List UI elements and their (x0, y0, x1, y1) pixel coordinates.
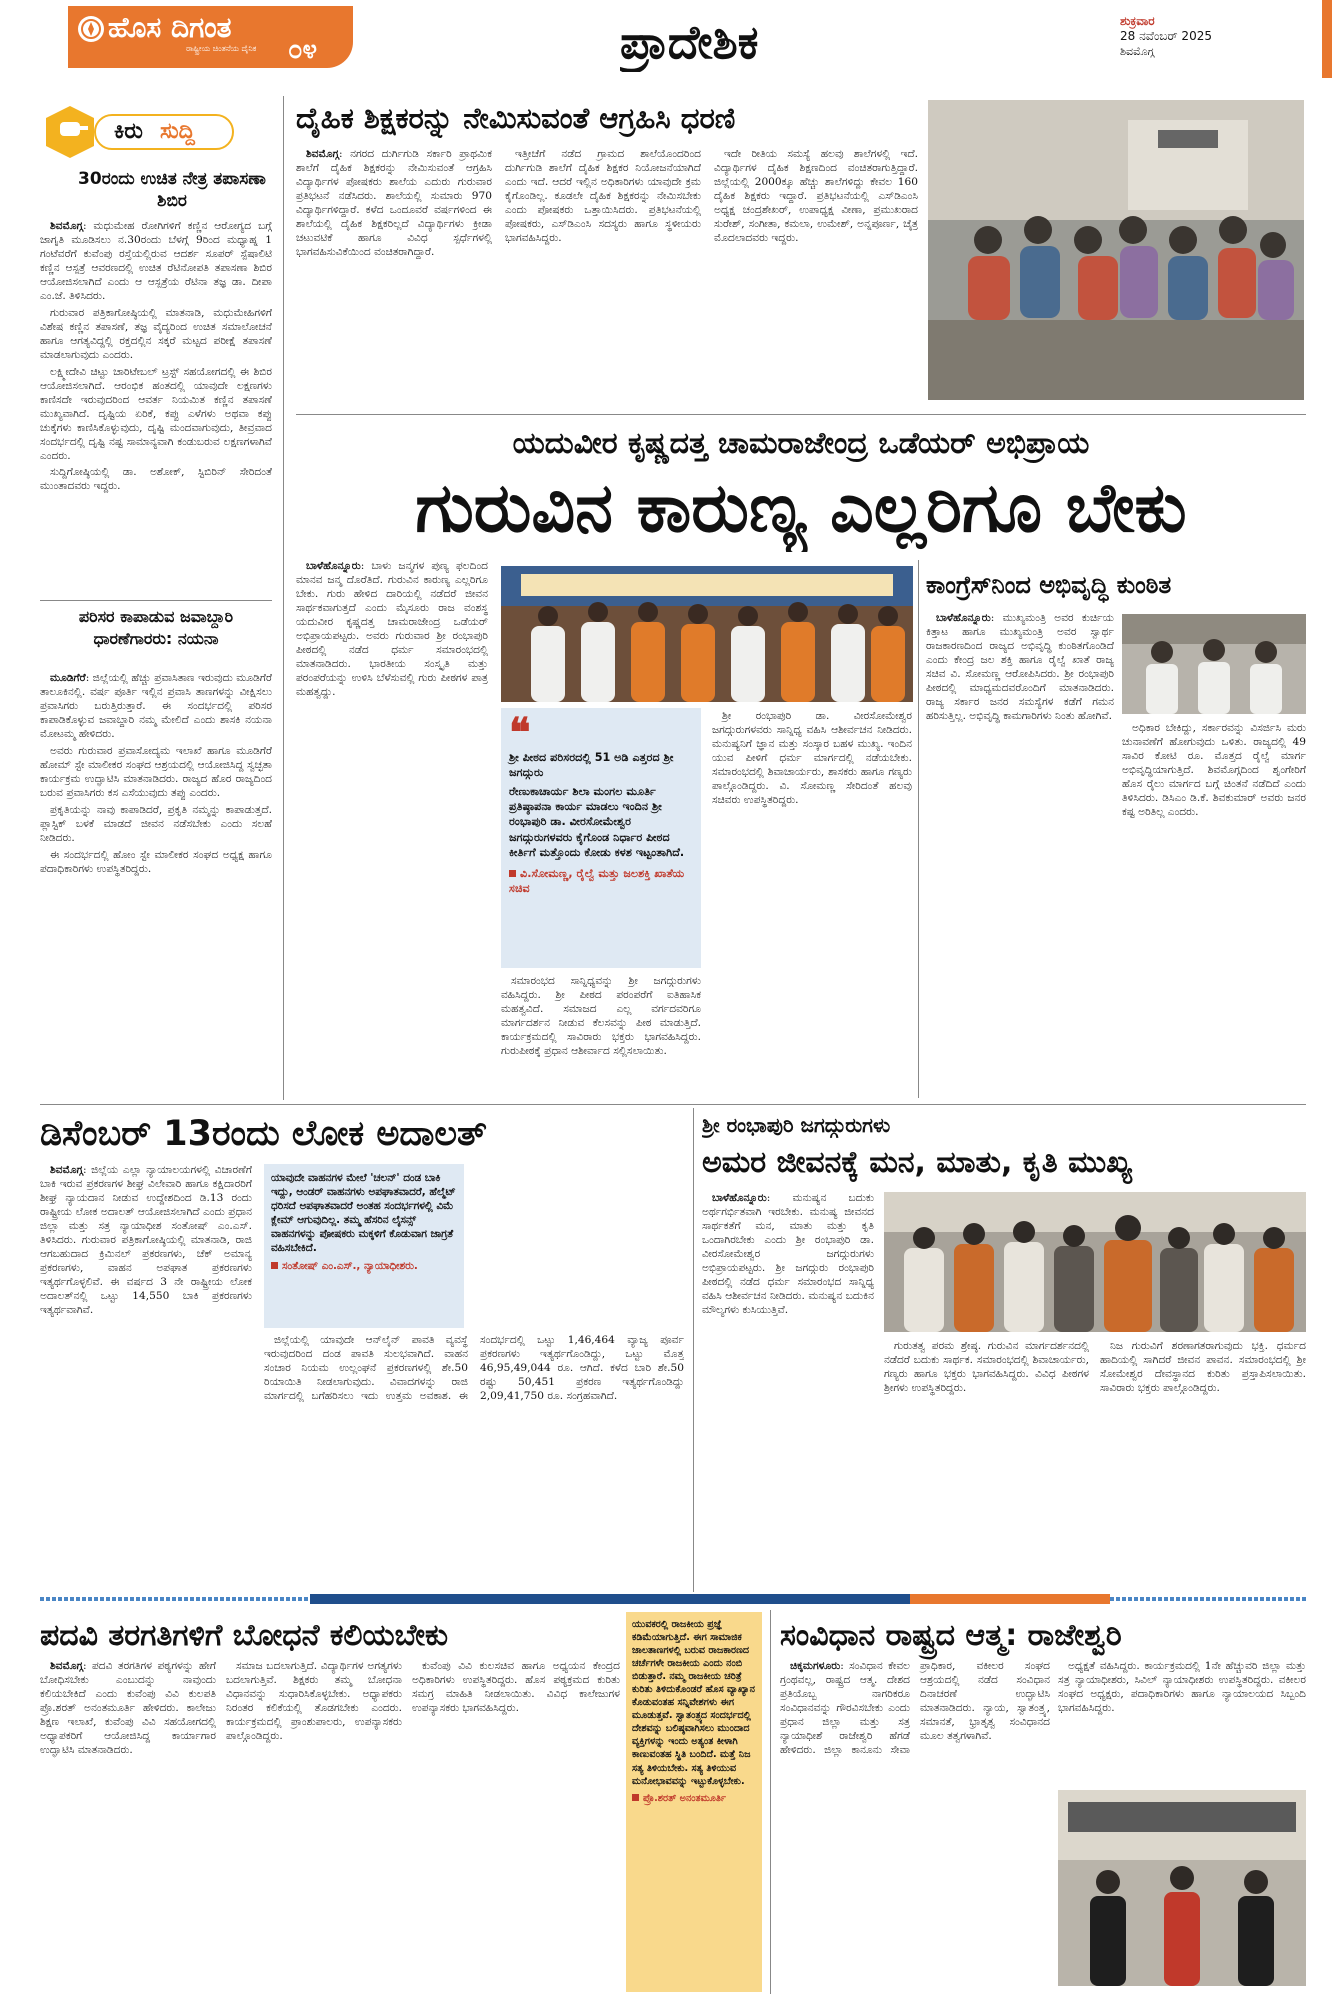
article6-col-1: ಚಿಕ್ಕಮಗಳೂರು: ಸಂವಿಧಾನ ಕೇವಲ ಗ್ರಂಥವಲ್ಲ, ರಾಷ್ಟ್ರದ ಆತ್ಮ. ದೇಶದ ಪ್ರತಿಯೊಬ್ಬ ನಾಗರಿಕರೂ ಸಂವಿಧಾನವನ್ನು ಗೌರವಿಸಬೇಕು ಎಂದು ಪ್ರಧಾನ ಜಿಲ್ಲಾ ಮತ್ತು ಸತ್ರ ನ್ಯಾಯಾಧೀಶೆ ರಾಜೇಶ್ವರಿ ಹೆಗಡೆ ಹೇಳಿದರು. ಜಿಲ್ಲಾ ಕಾನೂನು ಸೇವಾ ಪ್ರಾಧಿಕಾರ, ವಕೀಲರ ಸಂಘದ ಆಶ್ರಯದಲ್ಲಿ ನಡೆದ ಸಂವಿಧಾನ ದಿನಾಚರಣೆ ಉದ್ಘಾಟಿಸಿ ಮಾತನಾಡಿದರು. ನ್ಯಾಯ, ಸ್ವಾತಂತ್ರ್ಯ, ಸಮಾನತೆ, ಭ್ರಾತೃತ್ವ ಸಂವಿಧಾನದ ಮೂಲ ತತ್ವಗಳಾಗಿವೆ. (780, 1660, 1050, 1756)
brief2-para: ಅವರು ಗುರುವಾರ ಪ್ರವಾಸೋದ್ಯಮ ಇಲಾಖೆ ಹಾಗೂ ಮೂಡಿಗೆರೆ ಹೋಮ್ ಸ್ಟೇ ಮಾಲೀಕರ ಸಂಘದ ಆಶ್ರಯದಲ್ಲಿ ಆಯೋಜಿಸಿದ್ದ ಸ್ವಚ್ಛತಾ ಕಾರ್ಯಕ್ರಮ ಉದ್ಘಾಟಿಸಿ ಮಾತನಾಡಿದರು. ರಾಜ್ಯದ ಹೊರ ರಾಜ್ಯದಿಂದ ಬರುವ ಪ್ರವಾಸಿಗರು ಕಸ ಎಸೆಯುವುದು ತಪ್ಪು ಎಂದರು. (40, 744, 272, 799)
article4-col-2: ಗುರುತತ್ವ ಪರಮ ಶ್ರೇಷ್ಠ. ಗುರುವಿನ ಮಾರ್ಗದರ್ಶನದಲ್ಲಿ ನಡೆದರೆ ಬದುಕು ಸಾರ್ಥಕ. ಸಮಾರಂಭದಲ್ಲಿ ಶಿವಾಚಾರ್ಯರು, ಗಣ್ಯರು ಹಾಗೂ ಭಕ್ತರು ಭಾಗವಹಿಸಿದ್ದರು. ವಿವಿಧ ಪೀಠಗಳ ಶ್ರೀಗಳು ಉಪಸ್ಥಿತರಿದ್ದರು. (884, 1340, 1089, 1394)
article3-col-1: ಶಿವಮೊಗ್ಗ: ಜಿಲ್ಲೆಯ ಎಲ್ಲಾ ನ್ಯಾಯಾಲಯಗಳಲ್ಲಿ ವಿಚಾರಣೆಗೆ ಬಾಕಿ ಇರುವ ಪ್ರಕರಣಗಳ ಶೀಘ್ರ ವಿಲೇವಾರಿ ಹಾಗೂ ಕಕ್ಷಿದಾರರಿಗೆ ಶೀಘ್ರ ನ್ಯಾಯದಾನ ನೀಡುವ ಉದ್ದೇಶದಿಂದ ಡಿ.13 ರಂದು ರಾಷ್ಟ್ರೀಯ ಲೋಕ ಅದಾಲತ್ ಆಯೋಜಿಸಲಾಗಿದೆ ಎಂದು ಪ್ರಧಾನ ಜಿಲ್ಲಾ ಮತ್ತು ಸತ್ರ ನ್ಯಾಯಾಧೀಶ ಸಂತೋಷ್ ಎಂ.ಎಸ್. ತಿಳಿಸಿದರು. ಗುರುವಾರ ಪತ್ರಿಕಾಗೋಷ್ಠಿಯಲ್ಲಿ ಮಾತನಾಡಿ, ರಾಜಿ ಆಗಬಹುದಾದ ಕ್ರಿಮಿನಲ್ ಪ್ರಕರಣಗಳು, ಚೆಕ್ ಅಮಾನ್ಯ ಪ್ರಕರಣಗಳು, ವಾಹನ ಅಪಘಾತ ಪ್ರಕರಣಗಳು ಇತ್ಯರ್ಥಗೊಳ್ಳಲಿವೆ. ಈ ವರ್ಷದ 3 ನೇ ರಾಷ್ಟ್ರೀಯ ಲೋಕ ಅದಾಲತ್‌ನಲ್ಲಿ ಒಟ್ಟು 14,550 ಬಾಕಿ ಪ್ರಕರಣಗಳು ಇತ್ಯರ್ಥವಾಗಿವೆ. (40, 1164, 252, 1316)
masthead-logo-block (68, 6, 353, 68)
lead-headline: ಗುರುವಿನ ಕಾರುಣ್ಯ ಎಲ್ಲರಿಗೂ ಬೇಕು (415, 469, 1187, 548)
signature-bullet-icon (271, 1262, 278, 1269)
article6-headline: ಸಂವಿಧಾನ ರಾಷ್ಟ್ರದ ಆತ್ಮ: ರಾಜೇಶ್ವರಿ (780, 1618, 1122, 1653)
brief1-dateline: ಶಿವಮೊಗ್ಗ (50, 220, 83, 232)
article5-dateline: ಶಿವಮೊಗ್ಗ (50, 1660, 83, 1672)
masthead-date: 28 ನವೆಂಬರ್ 2025 (1120, 29, 1212, 44)
article3-box (264, 1164, 464, 1328)
brief1-body (40, 220, 272, 595)
section-title: ಪ್ರಾದೇಶಿಕ (620, 15, 759, 69)
article5-headline: ಪದವಿ ತರಗತಿಗಳಿಗೆ ಬೋಧನೆ ಕಲಿಯಬೇಕು (40, 1618, 449, 1653)
article1-dateline: ಶಿವಮೊಗ್ಗ (306, 148, 339, 160)
brief2-dateline: ಮೂಡಿಗೆರೆ (50, 672, 86, 684)
lead-quote-line: ಶ್ರೀ ಪೀಠದ ಪರಿಸರದಲ್ಲಿ 51 ಅಡಿ ಎತ್ತರದ ಶ್ರೀ ಜಗದ್ಗುರು (509, 751, 674, 780)
article3-dateline: ಶಿವಮೊಗ್ಗ (50, 1164, 83, 1176)
article4-photo-seers (884, 1192, 1306, 1332)
brief2-para: ಮೂಡಿಗೆರೆ: ಜಿಲ್ಲೆಯಲ್ಲಿ ಹೆಚ್ಚು ಪ್ರವಾಸಿತಾಣ ಇರುವುದು ಮೂಡಿಗೆರೆ ತಾಲೂಕಿನಲ್ಲಿ. ವರ್ಷ ಪೂರ್ತಿ ಇಲ್ಲಿನ ಪ್ರವಾಸಿ ತಾಣಗಳನ್ನು ವೀಕ್ಷಿಸಲು ಪ್ರವಾಸಿಗರು ಬರುತ್ತಿರುತ್ತಾರೆ. ಈ ಸಂದರ್ಭದಲ್ಲಿ ಪರಿಸರ ಕಾಪಾಡಿಕೊಳ್ಳುವ ಜವಾಬ್ದಾರಿ ನಮ್ಮ ಮೇಲಿದೆ ಎಂದು ಶಾಸಕಿ ನಯನಾ ಮೋಟಮ್ಮ ಹೇಳಿದರು. (40, 672, 272, 740)
masthead-day: ಶುಕ್ರವಾರ (1120, 14, 1155, 28)
lead-quote-line: ರೇಣುಕಾಚಾರ್ಯ ಶಿಲಾ ಮಂಗಲ ಮೂರ್ತಿ ಪ್ರತಿಷ್ಠಾಪನಾ ಕಾರ್ಯ ಮಾಡಲು ಇಂದಿನ ಶ್ರೀ ರಂಭಾಪುರಿ ಡಾ. ವೀರಸೋಮೇಶ್ವರ ಜಗದ್ಗುರುಗಳವರು ಕೈಗೊಂಡ ನಿರ್ಧಾರ ಪೀಠದ ಕೀರ್ತಿಗೆ ಮತ್ತೊಂದು ಕೋಡು ಕಳಶ ಇಟ್ಟಂತಾಗಿದೆ. (509, 785, 685, 859)
article2-col-2: ಅಧಿಕಾರ ಬೇಕಿದ್ದು, ಸರ್ಕಾರವನ್ನು ವಿಸರ್ಜಿಸಿ ಮರು ಚುನಾವಣೆಗೆ ಹೋಗುವುದು ಒಳಿತು. ರಾಜ್ಯದಲ್ಲಿ 49 ಸಾವಿರ ಕೋಟಿ ರೂ. ಮೊತ್ತದ ರೈಲ್ವೆ ಮಾರ್ಗ ಅಭಿವೃದ್ಧಿಯಾಗುತ್ತಿದೆ. ಶಿವಮೊಗ್ಗದಿಂದ ಶೃಂಗೇರಿಗೆ ಹೊಸ ರೈಲು ಮಾರ್ಗದ ಬಗ್ಗೆ ಚಿಂತನೆ ನಡೆದಿದೆ ಎಂದು ತಿಳಿಸಿದರು. ಡಿಸಿಎಂ ಡಿ.ಕೆ. ಶಿವಕುಮಾರ್ ಅವರು ಜನರ ಕಷ್ಟ ಅರಿತಿಲ್ಲ ಎಂದರು. (1122, 722, 1306, 818)
brief1-para: ಸುದ್ದಿಗೋಷ್ಠಿಯಲ್ಲಿ ಡಾ. ಅಶೋಕ್, ಸ್ಟಿಬಿರಿನ್ ಸೇರಿದಂತೆ ಮುಂತಾದವರು ಇದ್ದರು. (40, 466, 272, 493)
lead-quote-box (501, 708, 701, 968)
article2-photo-minister (1122, 614, 1306, 714)
bottom-separator-bar (40, 1594, 1306, 1604)
article4-headline: ಅಮರ ಜೀವನಕ್ಕೆ ಮನ, ಮಾತು, ಕೃತಿ ಮುಖ್ಯ (702, 1145, 1133, 1180)
article1-col-1: ಶಿವಮೊಗ್ಗ: ನಗರದ ದುರ್ಗಿಗುಡಿ ಸರ್ಕಾರಿ ಪ್ರಾಥಮಿಕ ಶಾಲೆಗೆ ದೈಹಿಕ ಶಿಕ್ಷಕರನ್ನು ನೇಮಿಸುವಂತೆ ಆಗ್ರಹಿಸಿ ವಿದ್ಯಾರ್ಥಿಗಳ ಪೋಷಕರು ಶಾಲೆಯ ಎದುರು ಗುರುವಾರ ಪ್ರತಿಭಟನೆ ನಡೆಸಿದರು. ಶಾಲೆಯಲ್ಲಿ ಸುಮಾರು 970 ವಿದ್ಯಾರ್ಥಿಗಳಿದ್ದಾರೆ. ಕಳೆದ ಒಂದೂವರೆ ವರ್ಷಗಳಿಂದ ಈ ಶಾಲೆಯಲ್ಲಿ ದೈಹಿಕ ಶಿಕ್ಷಕರಿಲ್ಲದೆ ವಿದ್ಯಾರ್ಥಿಗಳು ಕ್ರೀಡಾ ಚಟುವಟಿಕೆ ಹಾಗೂ ವಿವಿಧ ಸ್ಪರ್ಧೆಗಳಲ್ಲಿ ಭಾಗವಹಿಸುವಿಕೆಯಿಂದ ವಂಚಿತರಾಗಿದ್ದಾರೆ. (296, 148, 492, 258)
article5-box (626, 1612, 762, 1992)
logo-emblem-icon (78, 16, 104, 42)
article4-kicker: ಶ್ರೀ ರಂಭಾಪುರಿ ಜಗದ್ಗುರುಗಳು (702, 1113, 891, 1137)
article6-dateline: ಚಿಕ್ಕಮಗಳೂರು (790, 1660, 841, 1672)
article3-right-rule (693, 1108, 694, 1592)
brief1-para: ಗುರುವಾರ ಪತ್ರಿಕಾಗೋಷ್ಠಿಯಲ್ಲಿ ಮಾತನಾಡಿ, ಮಧುಮೇಹಿಗಳಿಗೆ ವಿಶೇಷ ಕಣ್ಣಿನ ತಪಾಸಣೆ, ತಜ್ಞ ವೈದ್ಯರಿಂದ ಉಚಿತ ಸಮಾಲೋಚನೆ ಹಾಗೂ ಆಗತ್ಯವಿದ್ದಲ್ಲಿ ರಕ್ತದಲ್ಲಿನ ಸಕ್ಕರೆ ಮಟ್ಟದ ಪರೀಕ್ಷೆ ತಪಾಸಣೆ ಮಾಡಲಾಗುವುದು ಎಂದರು. (40, 306, 272, 361)
article3-headline: ಡಿಸೆಂಬರ್ 13ರಂದು ಲೋಕ ಅದಾಲತ್ (40, 1114, 487, 1154)
brief2-para: ಪ್ರಕೃತಿಯನ್ನು ನಾವು ಕಾಪಾಡಿದರೆ, ಪ್ರಕೃತಿ ನಮ್ಮನ್ನು ಕಾಪಾಡುತ್ತದೆ. ಪ್ಲಾಸ್ಟಿಕ್ ಬಳಕೆ ಮಾಡದೆ ಜೀವನ ನಡೆಸಬೇಕು ಎಂದು ಸಲಹೆ ನೀಡಿದರು. (40, 803, 272, 844)
article1-photo-protest (928, 100, 1304, 400)
kirusuddi-badge (42, 104, 242, 160)
brief2-body (40, 672, 272, 1098)
article2-headline: ಕಾಂಗ್ರೆಸ್‌ನಿಂದ ಅಭಿವೃದ್ಧಿ ಕುಂಠಿತ (926, 571, 1172, 599)
lead-col-2: ಶ್ರೀ ರಂಭಾಪುರಿ ಡಾ. ವೀರಸೋಮೇಶ್ವರ ಜಗದ್ಗುರುಗಳವರು ಸಾನ್ನಿಧ್ಯ ವಹಿಸಿ ಆಶೀರ್ವಚನ ನೀಡಿದರು. ಮನುಷ್ಯನಿಗೆ ಜ್ಞಾನ ಮತ್ತು ಸಂಸ್ಕಾರ ಬಹಳ ಮುಖ್ಯ. ಇಂದಿನ ಯುವ ಪೀಳಿಗೆ ಧರ್ಮ ಮಾರ್ಗದಲ್ಲಿ ನಡೆಯಬೇಕು. ಸಮಾರಂಭದಲ್ಲಿ ಶಿವಾಚಾರ್ಯರು, ಶಾಸಕರು ಹಾಗೂ ಗಣ್ಯರು ಪಾಲ್ಗೊಂಡಿದ್ದರು. ವಿ. ಸೋಮಣ್ಣ ಸೇರಿದಂತೆ ಹಲವು ಸಚಿವರು ಉಪಸ್ಥಿತರಿದ್ದರು. (712, 710, 912, 806)
brief1-title: 30ರಂದು ಉಚಿತ ನೇತ್ರ ತಪಾಸಣಾ ಶಿಬಿರ (78, 169, 266, 211)
kirusuddi-label-prefix: ಕಿರು (114, 119, 143, 144)
article5-right-rule (770, 1610, 771, 1994)
lead-kicker: ಯದುವೀರ ಕೃಷ್ಣದತ್ತ ಚಾಮರಾಜೇಂದ್ರ ಒಡೆಯರ್ ಅಭಿಪ್ರಾಯ (512, 426, 1090, 461)
article1-col-3: ಇದೇ ರೀತಿಯ ಸಮಸ್ಯೆ ಹಲವು ಶಾಲೆಗಳಲ್ಲಿ ಇದೆ. ವಿದ್ಯಾರ್ಥಿಗಳ ದೈಹಿಕ ಶಿಕ್ಷಣದಿಂದ ವಂಚಿತರಾಗುತ್ತಿದ್ದಾರೆ. ಜಿಲ್ಲೆಯಲ್ಲಿ 2000ಕ್ಕೂ ಹೆಚ್ಚು ಶಾಲೆಗಳಿದ್ದು ಕೇವಲ 160 ದೈಹಿಕ ಶಿಕ್ಷಕರು ಇದ್ದಾರೆ. ಪ್ರತಿಭಟನೆಯಲ್ಲಿ ಎಸ್‌ಡಿಎಂಸಿ ಅಧ್ಯಕ್ಷ ಚಂದ್ರಶೇಖರ್, ಉಪಾಧ್ಯಕ್ಷ ವೀಣಾ, ಪ್ರಮುಖರಾದ ಸುರೇಶ್, ಸಂಗೀತಾ, ಕಮಲಾ, ಉಮೇಶ್, ಅನ್ನಪೂರ್ಣ, ಚೈತ್ರ ಮೊದಲಾದವರು ಇದ್ದರು. (714, 148, 918, 244)
logo-tagline: ರಾಷ್ಟ್ರೀಯ ಚಿಂತನೆಯ ದೈನಿಕ (186, 44, 257, 53)
brief1-para: ಶಿವಮೊಗ್ಗ: ಮಧುಮೇಹ ರೋಗಿಗಳಿಗೆ ಕಣ್ಣಿನ ಆರೋಗ್ಯದ ಬಗ್ಗೆ ಜಾಗೃತಿ ಮೂಡಿಸಲು ನ.30ರಂದು ಬೆಳಗ್ಗೆ 9ರಿಂದ ಮಧ್ಯಾಹ್ನ 1 ಗಂಟೆವರೆಗೆ ಕುವೆಂಪು ರಸ್ತೆಯಲ್ಲಿರುವ ಆದರ್ಶ ಸೂಪರ್ ಸ್ಪೆಷಾಲಿಟಿ ಕಣ್ಣಿನ ಆಸ್ಪತ್ರೆ ಆವರಣದಲ್ಲಿ ಉಚಿತ ರೆಟಿನೋಪತಿ ತಪಾಸಣಾ ಶಿಬಿರ ಆಯೋಜಿಸಲಾಗಿದೆ ಎಂದು ಆ ಆಸ್ಪತ್ರೆಯ ರೆಟಿನಾ ತಜ್ಞ ಡಾ. ದೀಪಾ ಎಂ.ಜೆ. ತಿಳಿಸಿದರು. (40, 220, 272, 302)
article3-box-signature: ಸಂತೋಷ್ ಎಂ.ಎಸ್., ನ್ಯಾಯಾಧೀಶರು. (271, 1259, 457, 1273)
article3-box-text: ಯಾವುದೇ ವಾಹನಗಳ ಮೇಲೆ 'ಚಲನ್' ದಂಡ ಬಾಕಿ ಇದ್ದು, ಆಂಡರ್ ವಾಹನಗಳು ಅಪಘಾತವಾದರೆ, ಹೆಲ್ಮೆಟ್ ಧರಿಸದೆ ಅಪಘಾತವಾದರೆ ಅಂತಹ ಸಂದರ್ಭಗಳಲ್ಲಿ ವಿಮೆ ಕ್ಲೇಮ್ ಆಗುವುದಿಲ್ಲ. ತಮ್ಮ ಹೆಸರಿನ ಲೈಸನ್ಸ್ ವಾಹನಗಳನ್ನು ಪೋಷಕರು ಮಕ್ಕಳಿಗೆ ಕೊಡುವಾಗ ಜಾಗ್ರತೆ ವಹಿಸಬೇಕಿದೆ. (271, 1172, 456, 1255)
article4-col-3: ನಿಜ ಗುರುವಿಗೆ ಶರಣಾಗತರಾಗುವುದು ಭಕ್ತಿ. ಧರ್ಮದ ಹಾದಿಯಲ್ಲಿ ಸಾಗಿದರೆ ಜೀವನ ಪಾವನ. ಸಮಾರಂಭದಲ್ಲಿ ಶ್ರೀ ಸೋಮೇಶ್ವರ ದೇವಸ್ಥಾನದ ಕುರಿತು ಪ್ರಸ್ತಾಪಿಸಲಾಯಿತು. ಸಾವಿರಾರು ಭಕ್ತರು ಪಾಲ್ಗೊಂಡಿದ್ದರು. (1100, 1340, 1306, 1394)
kirusuddi-label-suffix: ಸುದ್ದಿ (160, 119, 195, 144)
article5-box-signature: ಪ್ರೊ.ಶರತ್ ಅನಂತಮೂರ್ತಿ (632, 1792, 756, 1805)
brief2-title: ಪರಿಸರ ಕಾಪಾಡುವ ಜವಾಬ್ದಾರಿ ಧಾರಣೆಗಾರರು: ನಯನಾ (78, 607, 234, 648)
kirusuddi-hand-icon (42, 104, 98, 160)
article5-col-1: ಶಿವಮೊಗ್ಗ: ಪದವಿ ತರಗತಿಗಳ ಪಠ್ಯಗಳನ್ನು ಹೇಗೆ ಬೋಧಿಸಬೇಕು ಎಂಬುದನ್ನು ನಾವುಂದು ಕಲಿಯಬೇಕಿದೆ ಎಂದು ಕುವೆಂಪು ವಿವಿ ಕುಲಪತಿ ಪ್ರೊ.ಶರತ್ ಅನಂತಮೂರ್ತಿ ಹೇಳಿದರು. ಕಾಲೇಜು ಶಿಕ್ಷಣ ಇಲಾಖೆ, ಕುವೆಂಪು ವಿವಿ ಸಹಯೋಗದಲ್ಲಿ ಅಧ್ಯಾಪಕರಿಗೆ ಆಯೋಜಿಸಿದ್ದ ಕಾರ್ಯಾಗಾರ ಉದ್ಘಾಟಿಸಿ ಮಾತನಾಡಿದರು. (40, 1660, 216, 1756)
masthead (0, 0, 1339, 78)
article6-col-2: ಅಧ್ಯಕ್ಷತೆ ವಹಿಸಿದ್ದರು. ಕಾರ್ಯಕ್ರಮದಲ್ಲಿ 1ನೇ ಹೆಚ್ಚುವರಿ ಜಿಲ್ಲಾ ಮತ್ತು ಸತ್ರ ನ್ಯಾಯಾಧೀಶರು, ಸಿವಿಲ್ ನ್ಯಾಯಾಧೀಶರು ಉಪಸ್ಥಿತರಿದ್ದರು. ವಕೀಲರ ಸಂಘದ ಅಧ್ಯಕ್ಷರು, ಪದಾಧಿಕಾರಿಗಳು ಹಾಗೂ ನ್ಯಾಯಾಲಯದ ಸಿಬ್ಬಂದಿ ಭಾಗವಹಿಸಿದ್ದರು. (1058, 1660, 1306, 1714)
lead-dateline: ಬಾಳೆಹೊನ್ನೂರು (306, 560, 361, 572)
lead-quote-signature: ವಿ.ಸೋಮಣ್ಣ, ರೈಲ್ವೆ ಮತ್ತು ಜಲಶಕ್ತಿ ಖಾತೆಯ ಸಚಿವ (509, 866, 685, 895)
row2-divider (40, 1104, 1306, 1105)
lead-col-1: ಬಾಳೆಹೊನ್ನೂರು: ಬಾಳು ಜನ್ಮಗಳ ಪುಣ್ಯ ಫಲದಿಂದ ಮಾನವ ಜನ್ಮ ದೊರೆತಿದೆ. ಗುರುವಿನ ಕಾರುಣ್ಯ ಎಲ್ಲರಿಗೂ ಬೇಕು. ಗುರು ಹೇಳಿದ ದಾರಿಯಲ್ಲಿ ನಡೆದರೆ ಜೀವನ ಸಾರ್ಥಕವಾಗುತ್ತದೆ ಎಂದು ಮೈಸೂರು ರಾಜ ವಂಶಸ್ಥ ಯದುವೀರ ಕೃಷ್ಣದತ್ತ ಚಾಮರಾಜೇಂದ್ರ ಒಡೆಯರ್ ಅಭಿಪ್ರಾಯಪಟ್ಟರು. ಅವರು ಗುರುವಾರ ಶ್ರೀ ರಂಭಾಪುರಿ ಪೀಠದಲ್ಲಿ ನಡೆದ ಧರ್ಮ ಸಮಾರಂಭದಲ್ಲಿ ಮಾತನಾಡಿದರು. ಭಾರತೀಯ ಸಂಸ್ಕೃತಿ ಮತ್ತು ಪರಂಪರೆಯನ್ನು ಉಳಿಸಿ ಬೆಳೆಸುವಲ್ಲಿ ಗುರು ಪೀಠಗಳ ಪಾತ್ರ ಮಹತ್ವದ್ದು. (296, 560, 488, 698)
masthead-city: ಶಿವಮೊಗ್ಗ (1120, 44, 1155, 58)
article5-box-text: ಯುವಕರಲ್ಲಿ ರಾಜಕೀಯ ಪ್ರಜ್ಞೆ ಕಡಿಮೆಯಾಗುತ್ತಿದೆ. ಈಗ ಸಾಮಾಜಿಕ ಜಾಲತಾಣಗಳಲ್ಲಿ ಬರುವ ರಾಜಕಾರಣದ ಚರ್ಚೆಗಳೇ ರಾಜಕೀಯ ಎಂದು ನಂಬಿ ಬಿಡುತ್ತಾರೆ. ನಮ್ಮ ರಾಜಕೀಯ ಚರಿತ್ರೆ ಕುರಿತು ತಿಳಿದುಕೊಂಡರೆ ಹೊಸ ವ್ಯಾಖ್ಯಾನ ಕೊಡುವಂತಹ ಸನ್ನಿವೇಶಗಳು ಈಗ ಮೂಡುತ್ತವೆ. ಸ್ವಾತಂತ್ರ್ಯದ ಸಂದರ್ಭದಲ್ಲಿ ದೇಶವನ್ನು ಬಲಿಷ್ಠವಾಗಿಸಲು ಮುಂದಾದ ವ್ಯಕ್ತಿಗಳನ್ನು ಇಂದು ಅತ್ಯಂತ ಕೀಳಾಗಿ ಕಾಣುವಂತಹ ಸ್ಥಿತಿ ಬಂದಿದೆ. ಮತ್ತೆ ನಿಜ ಸತ್ಯ ತಿಳಿಯಬೇಕು. ಸತ್ಯ ತಿಳಿಯುವ ಮನೋಭಾವವನ್ನು ಇಟ್ಟುಕೊಳ್ಳಬೇಕು. (632, 1619, 755, 1787)
signature-bullet-icon (509, 870, 516, 877)
quote-mark-icon: ❝ (509, 709, 531, 756)
page-number: ೦೪ (288, 35, 318, 65)
article6-photo-event (1058, 1790, 1306, 1986)
article5-col-2: ಸಮಾಜ ಬದಲಾಗುತ್ತಿದೆ. ವಿದ್ಯಾರ್ಥಿಗಳ ಅಗತ್ಯಗಳು ಬದಲಾಗುತ್ತಿವೆ. ಶಿಕ್ಷಕರು ತಮ್ಮ ಬೋಧನಾ ವಿಧಾನವನ್ನು ಸುಧಾರಿಸಿಕೊಳ್ಳಬೇಕು. ಅಧ್ಯಾಪಕರು ನಿರಂತರ ಕಲಿಕೆಯಲ್ಲಿ ತೊಡಗಬೇಕು ಎಂದರು. ಕಾರ್ಯಕ್ರಮದಲ್ಲಿ ಪ್ರಾಂಶುಪಾಲರು, ಉಪನ್ಯಾಸಕರು ಪಾಲ್ಗೊಂಡಿದ್ದರು. (226, 1660, 402, 1742)
signature-bullet-icon (632, 1794, 639, 1801)
article2-col-1: ಬಾಳೆಹೊನ್ನೂರು: ಮುಖ್ಯಮಂತ್ರಿ ಅವರ ಕುರ್ಚಿಯ ಕಿತ್ತಾಟ ಹಾಗೂ ಮುಖ್ಯಮಂತ್ರಿ ಅವರ ಸ್ವಾರ್ಥ ರಾಜಕಾರಣದಿಂದ ರಾಜ್ಯದ ಅಭಿವೃದ್ಧಿ ಕುಂಠಿತಗೊಂಡಿದೆ ಎಂದು ಕೇಂದ್ರ ಜಲ ಶಕ್ತಿ ಹಾಗೂ ರೈಲ್ವೆ ಖಾತೆ ರಾಜ್ಯ ಸಚಿವ ವಿ. ಸೋಮಣ್ಣ ಆರೋಪಿಸಿದರು. ಶ್ರೀ ರಂಭಾಪುರಿ ಪೀಠದಲ್ಲಿ ಮಾಧ್ಯಮದವರೊಂದಿಗೆ ಮಾತನಾಡಿದರು. ರಾಜ್ಯ ಸರ್ಕಾರ ಜನರ ಸಮಸ್ಯೆಗಳ ಕಡೆಗೆ ಗಮನ ಹರಿಸುತ್ತಿಲ್ಲ. ಅಭಿವೃದ್ಧಿ ಕಾಮಗಾರಿಗಳು ನಿಂತು ಹೋಗಿವೆ. (926, 612, 1114, 722)
brief2-para: ಈ ಸಂದರ್ಭದಲ್ಲಿ ಹೋಂ ಸ್ಟೇ ಮಾಲೀಕರ ಸಂಘದ ಅಧ್ಯಕ್ಷ ಹಾಗೂ ಪದಾಧಿಕಾರಿಗಳು ಉಪಸ್ಥಿತರಿದ್ದರು. (40, 848, 272, 875)
article3-col-2: ಜಿಲ್ಲೆಯಲ್ಲಿ ಯಾವುದೇ ಆನ್‌ಲೈನ್ ಪಾವತಿ ವ್ಯವಸ್ಥೆ ಇರುವುದರಿಂದ ದಂಡ ಪಾವತಿ ಸುಲಭವಾಗಿದೆ. ವಾಹನ ಸಂಚಾರ ನಿಯಮ ಉಲ್ಲಂಘನೆ ಪ್ರಕರಣಗಳಲ್ಲಿ ಶೇ.50 ರಿಯಾಯಿತಿ ನೀಡಲಾಗುವುದು. ವಿವಾದಗಳನ್ನು ರಾಜಿ ಮಾರ್ಗದಲ್ಲಿ ಬಗೆಹರಿಸಲು ಇದು ಉತ್ತಮ ಅವಕಾಶ. ಈ ಸಂದರ್ಭದಲ್ಲಿ ಒಟ್ಟು 1,46,464 ವ್ಯಾಜ್ಯ ಪೂರ್ವ ಪ್ರಕರಣಗಳು ಇತ್ಯರ್ಥಗೊಂಡಿದ್ದು, ಒಟ್ಟು ಮೊತ್ತ 46,95,49,044 ರೂ. ಆಗಿದೆ. ಕಳೆದ ಬಾರಿ ಶೇ.50 ರಷ್ಟು 50,451 ಪ್ರಕರಣ ಇತ್ಯರ್ಥಗೊಂಡಿದ್ದು 2,09,41,750 ರೂ. ಸಂಗ್ರಹವಾಗಿದೆ. (264, 1334, 684, 1402)
masthead-date-block (1120, 14, 1310, 74)
row1-divider (296, 414, 1306, 415)
masthead-edge-tab (1322, 0, 1332, 78)
sidebar-divider (40, 600, 272, 601)
article4-dateline: ಬಾಳೆಹೊನ್ನೂರು (712, 1192, 767, 1204)
sidebar-rule (283, 96, 284, 1100)
logo-text: ಹೊಸ ದಿಗಂತ (108, 11, 232, 44)
lead-col-3: ಸಮಾರಂಭದ ಸಾನ್ನಿಧ್ಯವನ್ನು ಶ್ರೀ ಜಗದ್ಗುರುಗಳು ವಹಿಸಿದ್ದರು. ಶ್ರೀ ಪೀಠದ ಪರಂಪರೆಗೆ ಐತಿಹಾಸಿಕ ಮಹತ್ವವಿದೆ. ಸಮಾಜದ ಎಲ್ಲ ವರ್ಗದವರಿಗೂ ಮಾರ್ಗದರ್ಶನ ನೀಡುವ ಕೆಲಸವನ್ನು ಪೀಠ ಮಾಡುತ್ತಿದೆ. ಕಾರ್ಯಕ್ರಮದಲ್ಲಿ ಸಾವಿರಾರು ಭಕ್ತರು ಭಾಗವಹಿಸಿದ್ದರು. ಗುರುಪೀಠಕ್ಕೆ ಪ್ರಧಾನ ಆಶೀರ್ವಾದ ಸಲ್ಲಿಸಲಾಯಿತು. (501, 975, 701, 1057)
article2-dateline: ಬಾಳೆಹೊನ್ನೂರು (936, 612, 991, 624)
article1-headline: ದೈಹಿಕ ಶಿಕ್ಷಕರನ್ನು ನೇಮಿಸುವಂತೆ ಆಗ್ರಹಿಸಿ ಧರಣಿ (296, 101, 736, 135)
article1-col-2: ಇತ್ತೀಚೆಗೆ ನಡೆದ ಗ್ರಾಮದ ಶಾಲೆಯೊಂದರಿಂದ ದುರ್ಗಿಗುಡಿ ಶಾಲೆಗೆ ದೈಹಿಕ ಶಿಕ್ಷಕರ ನಿಯೋಜನೆಯಾಗಿದೆ ಎಂದು ಇದೆ. ಆದರೆ ಇಲ್ಲಿನ ಅಧಿಕಾರಿಗಳು ಯಾವುದೇ ಕ್ರಮ ಕೈಗೊಂಡಿಲ್ಲ. ಕೂಡಲೇ ದೈಹಿಕ ಶಿಕ್ಷಕರನ್ನು ನೇಮಿಸಬೇಕು ಎಂದು ಪೋಷಕರು ಒತ್ತಾಯಿಸಿದರು. ಪ್ರತಿಭಟನೆಯಲ್ಲಿ ಪೋಷಕರು, ಎಸ್‌ಡಿಎಂಸಿ ಸದಸ್ಯರು ಹಾಗೂ ಸ್ಥಳೀಯರು ಭಾಗವಹಿಸಿದ್ದರು. (505, 148, 701, 244)
lead-right-rule (918, 560, 919, 1098)
article5-col-3: ಕುವೆಂಪು ವಿವಿ ಕುಲಸಚಿವ ಹಾಗೂ ಅಧ್ಯಯನ ಕೇಂದ್ರದ ಅಧಿಕಾರಿಗಳು ಉಪಸ್ಥಿತರಿದ್ದರು. ಹೊಸ ಪಠ್ಯಕ್ರಮದ ಕುರಿತು ಸಮಗ್ರ ಮಾಹಿತಿ ನೀಡಲಾಯಿತು. ವಿವಿಧ ಕಾಲೇಜುಗಳ ಉಪನ್ಯಾಸಕರು ಭಾಗವಹಿಸಿದ್ದರು. (412, 1660, 620, 1714)
article4-col-1: ಬಾಳೆಹೊನ್ನೂರು: ಮನುಷ್ಯನ ಬದುಕು ಅರ್ಥಗರ್ಭಿತವಾಗಿ ಇರಬೇಕು. ಮನುಷ್ಯ ಜೀವನದ ಸಾರ್ಥಕತೆಗೆ ಮನ, ಮಾತು ಮತ್ತು ಕೃತಿ ಒಂದಾಗಿರಬೇಕು ಎಂದು ಶ್ರೀ ರಂಭಾಪುರಿ ಡಾ. ವೀರಸೋಮೇಶ್ವರ ಜಗದ್ಗುರುಗಳು ಅಭಿಪ್ರಾಯಪಟ್ಟರು. ಶ್ರೀ ಜಗದ್ಗುರು ರಂಭಾಪುರಿ ಪೀಠದಲ್ಲಿ ನಡೆದ ಧರ್ಮ ಸಮಾರಂಭದ ಸಾನ್ನಿಧ್ಯ ವಹಿಸಿ ಆಶೀರ್ವಚನ ನೀಡಿದರು. ಮನುಷ್ಯನ ಬದುಕಿನ ಮೌಲ್ಯಗಳು ಕುಸಿಯುತ್ತಿವೆ. (702, 1192, 874, 1316)
lead-photo-ceremony (501, 566, 913, 702)
brief1-para: ಲಕ್ಷ್ಮೀದೇವಿ ಚಿಟ್ಟು ಚಾರಿಟೇಬಲ್ ಟ್ರಸ್ಟ್ ಸಹಯೋಗದಲ್ಲಿ ಈ ಶಿಬಿರ ಆಯೋಜಿಸಲಾಗಿದೆ. ಆರಂಭಿಕ ಹಂತದಲ್ಲಿ ಯಾವುದೇ ಲಕ್ಷಣಗಳು ಕಾಣಿಸದೇ ಇರುವುದರಿಂದ ಆವರ್ತ ನಿಯಮಿತ ಕಣ್ಣಿನ ತಪಾಸಣೆ ಮುಖ್ಯವಾಗಿದೆ. ದೃಷ್ಟಿಯ ಏರಿಕೆ, ಕಪ್ಪು ಎಳೆಗಳು ಅಥವಾ ಕಪ್ಪು ಚುಕ್ಕೆಗಳು ಕಾಣಿಸಿಕೊಳ್ಳುವುದು, ದೃಷ್ಟಿ ಮಂದವಾಗುವುದು, ತೀವ್ರವಾದ ಸಂದರ್ಭದಲ್ಲಿ ದೃಷ್ಟಿ ನಷ್ಟ ಸಾಮಾನ್ಯವಾಗಿ ಕಂಡುಬರುವ ಲಕ್ಷಣಗಳಾಗಿವೆ ಎಂದರು. (40, 365, 272, 462)
